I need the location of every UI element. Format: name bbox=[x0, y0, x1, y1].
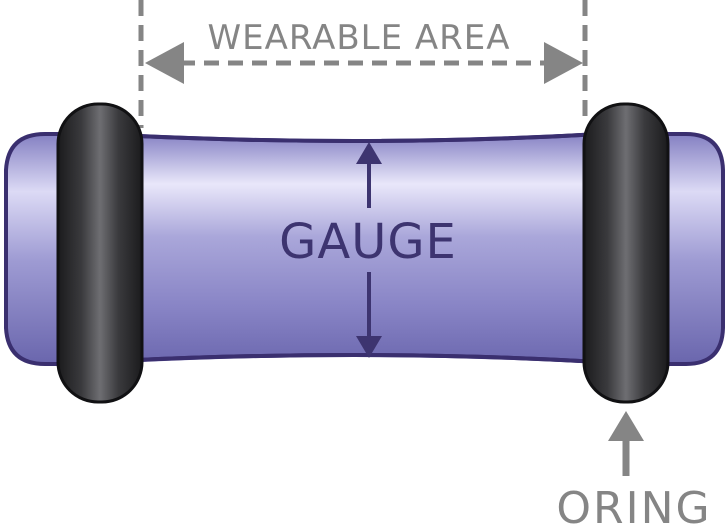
wearable-area-label: WEARABLE AREA bbox=[207, 18, 511, 58]
oring-pointer-arrowhead bbox=[608, 411, 644, 441]
right-oring bbox=[584, 104, 668, 402]
gauge-label: GAUGE bbox=[279, 214, 457, 270]
wearable-area-arrowhead-left bbox=[145, 42, 184, 84]
left-oring bbox=[58, 104, 142, 402]
oring-label: ORING bbox=[556, 483, 712, 526]
wearable-area-arrowhead-right bbox=[544, 42, 583, 84]
